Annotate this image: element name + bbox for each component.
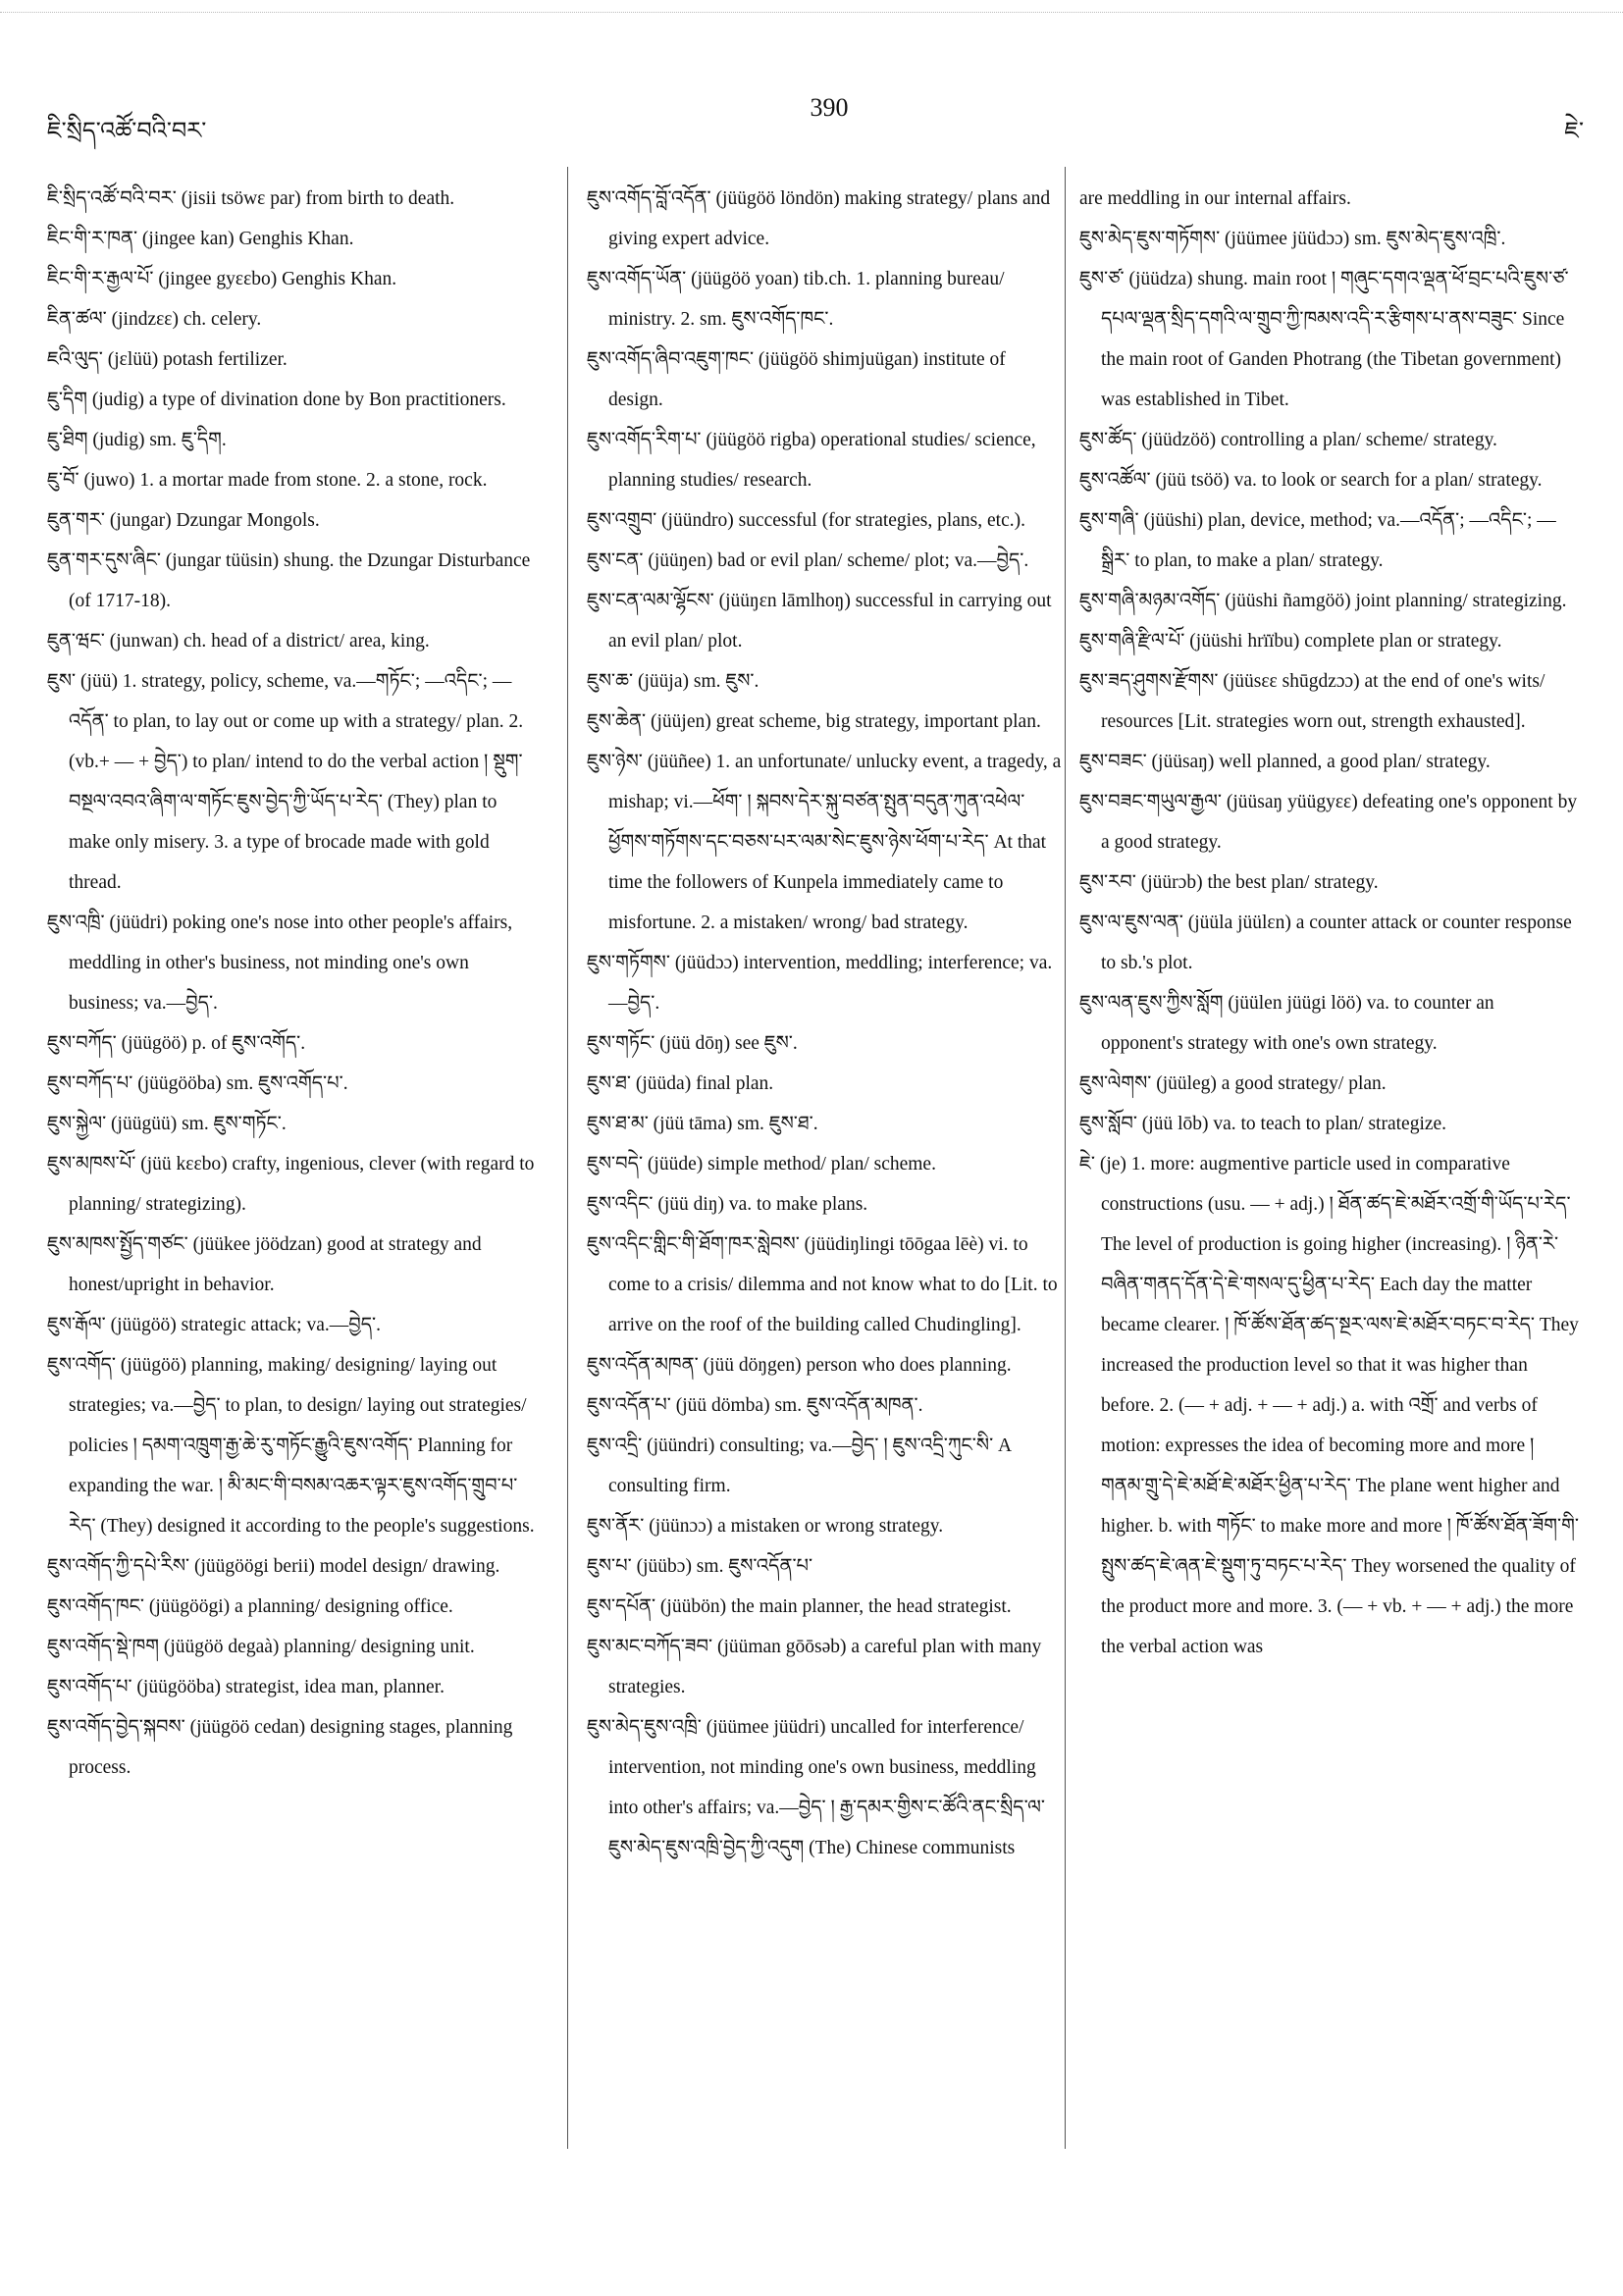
dictionary-entry: ཇའི་ལུད་ (jɛlüü) potash fertilizer. xyxy=(47,349,288,370)
dictionary-entry: ཇུས་ཐ་མ་ (jüü tāma) sm. ཇུས་ཐ་. xyxy=(587,1114,818,1134)
dictionary-column-3 xyxy=(1079,179,1580,1667)
dictionary-entry: ཇུས་ལ་ཇུས་ལན་ (jüüla jüülɛn) a counter attack or counter response to sb.'s plot. xyxy=(1079,913,1572,973)
dictionary-entry: ཇུས་གཏོང་ (jüü dōŋ) see ཇུས་. xyxy=(587,1033,798,1054)
dictionary-entry: ཇུས་འགོད་ཞིབ་འཇུག་ཁང་ (jüügöö shimjuügan) institute of design. xyxy=(587,349,1006,410)
running-head-right: ཇེ་ xyxy=(1564,119,1584,144)
dictionary-entry: ཇིང་གི་ར་ཁན་ (jingee kan) Genghis Khan. xyxy=(47,229,354,249)
dictionary-entry: ཇུས་མཁས་པོ་ (jüü kɛɛbo) crafty, ingenious, clever (with regard to planning/ strategizing). xyxy=(47,1154,535,1215)
dictionary-entry: ཇུས་རྒོལ་ (jüügöö) strategic attack; va.—བྱེད་. xyxy=(47,1315,381,1335)
dictionary-entry: ཇུས་གཞི་མཉམ་འགོད་ (jüüshi ñamgöö) joint planning/ strategizing. xyxy=(1079,591,1567,611)
dictionary-entry: ཇུས་ཐ་ (jüüda) final plan. xyxy=(587,1073,774,1094)
dictionary-entry: ཇུས་མེད་ཇུས་གཏོགས་ (jüümee jüüdɔɔ) sm. ཇུས་མེད་ཇུས་འཁྲི་. xyxy=(1079,229,1506,249)
dictionary-entry: are meddling in our internal affairs. xyxy=(1079,188,1351,209)
dictionary-entry: ཇུས་སྐྱེལ་ (jüügüü) sm. ཇུས་གཏོང་. xyxy=(47,1114,287,1134)
running-head-left: ཇི་སྲིད་འཚོ་བའི་བར་ xyxy=(47,119,207,144)
dictionary-entry: ཇུས་ནོར་ (jüünɔɔ) a mistaken or wrong strategy. xyxy=(587,1516,944,1537)
dictionary-entry: ཇུས་འགོད་རིག་པ་ (jüügöö rigba) operational studies/ science, planning studies/ research. xyxy=(587,430,1036,491)
dictionary-entry: ཇུས་འགོད་ཀྱི་དཔེ་རིས་ (jüügöögi berii) model design/ drawing. xyxy=(47,1556,500,1577)
dictionary-entry: ཇི་སྲིད་འཚོ་བའི་བར་ (jisii tsöwɛ par) from birth to death. xyxy=(47,188,455,209)
dictionary-entry: ཇུས་བཟང་གཡུལ་རྒྱལ་ (jüüsaŋ yüügyɛɛ) defeating one's opponent by a good strategy. xyxy=(1079,792,1578,853)
dictionary-entry: ཇུས་འཁྲི་ (jüüdri) poking one's nose into other people's affairs, meddling in other's business, not minding one's own business; va.—བྱེད་. xyxy=(47,913,513,1014)
dictionary-entry: ཇུན་གར་ (jungar) Dzungar Mongols. xyxy=(47,510,320,531)
dictionary-entry: ཇུས་བདེ་ (jüüde) simple method/ plan/ scheme. xyxy=(587,1154,936,1174)
dictionary-entry: ཇུས་འདོན་མཁན་ (jüü döŋgen) person who does planning. xyxy=(587,1355,1012,1376)
dictionary-entry: ཇུས་བཀོད་པ་ (jüügööba) sm. ཇུས་འགོད་པ་. xyxy=(47,1073,348,1094)
dictionary-entry: ཇུས་ངན་ (jüüŋen) bad or evil plan/ scheme/ plot; va.—བྱེད་. xyxy=(587,550,1029,571)
dictionary-entry: ཇུས་གཞི་རྫིལ་པོ་ (jüüshi hrïïbu) complete plan or strategy. xyxy=(1079,631,1502,652)
dictionary-entry: ཇུས་འཚོལ་ (jüü tsöö) va. to look or search for a plan/ strategy. xyxy=(1079,470,1543,491)
dictionary-entry: ཇུས་ལན་ཇུས་ཀྱིས་སློག (jüülen jüügi löö) va. to counter an opponent's strategy with one's own strategy. xyxy=(1079,993,1494,1054)
dictionary-entry: ཇུས་ཟད་ཤུགས་རྫོགས་ (jüüsɛɛ shūgdzɔɔ) at the end of one's wits/ resources [Lit. strategies worn out, strength exhausted]. xyxy=(1079,671,1545,732)
dictionary-entry: ཇུས་འགྲུབ་ (jüündro) successful (for strategies, plans, etc.). xyxy=(587,510,1025,531)
dictionary-column-1 xyxy=(47,179,538,1788)
dictionary-entry: ཇུས་ཆ་ (jüüja) sm. ཇུས་. xyxy=(587,671,759,692)
dictionary-entry: ཇུས་བཟང་ (jüüsaŋ) well planned, a good plan/ strategy. xyxy=(1079,752,1491,772)
dictionary-entry: ཇུས་འགོད་བློ་འདོན་ (jüügöö löndön) making strategy/ plans and giving expert advice. xyxy=(587,188,1051,249)
dictionary-entry: ཇིང་གི་ར་རྒྱལ་པོ་ (jingee gyɛɛbo) Genghis Khan. xyxy=(47,269,397,289)
dictionary-entry: ཇུས་སློབ་ (jüü lōb) va. to teach to plan/ strategize. xyxy=(1079,1114,1447,1134)
dictionary-entry: ཇུ་ཐིག (judig) sm. ཇུ་དིག. xyxy=(47,430,227,450)
dictionary-entry: ཇུས་ངན་ལམ་ལྷོངས་ (jüüŋɛn lāmlhoŋ) successful in carrying out an evil plan/ plot. xyxy=(587,591,1052,652)
dictionary-entry: ཇུས་འགོད་ཁང་ (jüügöögi) a planning/ designing office. xyxy=(47,1596,453,1617)
dictionary-entry: ཇུས་རབ་ (jüürɔb) the best plan/ strategy. xyxy=(1079,872,1379,893)
dictionary-entry: ཇུ་བོ་ (juwo) 1. a mortar made from stone. 2. a stone, rock. xyxy=(47,470,488,491)
dictionary-column-2 xyxy=(587,179,1063,1868)
dictionary-entry: ཇུན་ཝང་ (junwan) ch. head of a district/ area, king. xyxy=(47,631,430,652)
dictionary-entry: ཇུས་པ་ (jüübɔ) sm. ཇུས་འདོན་པ་ xyxy=(587,1556,813,1577)
dictionary-entry: ཇུས་ཉེས་ (jüüñee) 1. an unfortunate/ unlucky event, a tragedy, a mishap; vi.—ཕོག་ ། སྐབས་དེར་སྐུ་བཙན་སྤུན་བདུན་ཀུན་འཕེལ་ཕྱོགས་གཏོགས་དང་བཅས་པར་ལམ་སེང་ཇུས་ཉེས་ཕོག་པ་རེད་ At that time the followers of Kunpela immediately came to misfortune. 2. a mistaken/ wrong/ bad strategy. xyxy=(587,752,1062,933)
page-header xyxy=(0,93,1623,142)
dictionary-entry: ཇུས་མང་བཀོད་ཟབ་ (jüüman gōōsəb) a careful plan with many strategies. xyxy=(587,1637,1042,1697)
dictionary-entry: ཇུས་འདིང་གླིང་གི་ཐོག་ཁར་སླེབས་ (jüüdiŋlingi tōōgaa lēè) vi. to come to a crisis/ dilemma and not know what to do [Lit. to arrive on the roof of the building called Chudingling]. xyxy=(587,1234,1058,1335)
dictionary-entry: ཇུས་དཔོན་ (jüübön) the main planner, the head strategist. xyxy=(587,1596,1012,1617)
dictionary-entry: ཇུས་འགོད་སྡེ་ཁག (jüügöö degaà) planning/ designing unit. xyxy=(47,1637,475,1657)
dictionary-entry: ཇུས་ལེགས་ (jüüleg) a good strategy/ plan. xyxy=(1079,1073,1387,1094)
dictionary-entry: ཇུས་བཀོད་ (jüügöö) p. of ཇུས་འགོད་. xyxy=(47,1033,306,1054)
dictionary-entry: ཇུས་ཙ་ (jüüdza) shung. main root ། གཞུང་དགའ་ལྡན་ཕོ་བྲང་པའི་ཇུས་ཙ་དཔལ་ལྡན་སྲིད་དགའི་ལ་གྲུབ་ཀྱི་ཁམས་འདི་ར་རྩིགས་པ་ནས་བཟུང་ Since the main root of Ganden Photrang (the Tibetan government) was established in Tibet. xyxy=(1079,269,1569,410)
top-dotted-rule xyxy=(0,12,1623,13)
dictionary-entry: ཇུས་འདྲི་ (jüündri) consulting; va.—བྱེད་ ། ཇུས་འདྲི་ཀུང་སི་ A consulting firm. xyxy=(587,1435,1012,1496)
dictionary-entry: ཇུས་གཞི་ (jüüshi) plan, device, method; va.—འདོན་; —འདིང་; —སྒྲིར་ to plan, to make a plan/ strategy. xyxy=(1079,510,1556,571)
dictionary-entry: ཇུས་གཏོགས་ (jüüdɔɔ) intervention, meddling; interference; va.—བྱེད་. xyxy=(587,953,1053,1014)
dictionary-entry: ཇུན་གར་དུས་ཞིང་ (jungar tüüsin) shung. the Dzungar Disturbance (of 1717-18). xyxy=(47,550,531,611)
dictionary-entry: ཇུས་འདོན་པ་ (jüü dömba) sm. ཇུས་འདོན་མཁན་. xyxy=(587,1395,923,1416)
column-divider xyxy=(1065,167,1066,2149)
dictionary-entry: ཇུས་ཚོད་ (jüüdzöö) controlling a plan/ scheme/ strategy. xyxy=(1079,430,1497,450)
dictionary-entry: ཇུས་འགོད་ཡོན་ (jüügöö yoan) tib.ch. 1. planning bureau/ ministry. 2. sm. ཇུས་འགོད་ཁང་. xyxy=(587,269,1005,330)
dictionary-entry: ཇུས་འགོད་བྱེད་སྐབས་ (jüügöö cedan) designing stages, planning process. xyxy=(47,1717,513,1778)
dictionary-entry: ཇུས་འགོད་པ་ (jüügööba) strategist, idea man, planner. xyxy=(47,1677,445,1697)
dictionary-entry: ཇུས་ཆེན་ (jüüjen) great scheme, big strategy, important plan. xyxy=(587,711,1041,732)
dictionary-entry: ཇུས་འདིང་ (jüü diŋ) va. to make plans. xyxy=(587,1194,868,1215)
dictionary-entry: ཇུས་མཁས་སྤྱོད་གཙང་ (jüükee jöödzan) good at strategy and honest/upright in behavior. xyxy=(47,1234,482,1295)
dictionary-entry: ཇིན་ཚལ་ (jindzɛɛ) ch. celery. xyxy=(47,309,262,330)
page-number: 390 xyxy=(810,93,849,122)
column-divider xyxy=(567,167,568,2149)
dictionary-entry: ཇེ་ (je) 1. more: augmentive particle used in comparative constructions (usu. — + adj.) ། ཐོན་ཚད་ཇེ་མཐོར་འགྲོ་གི་ཡོད་པ་རེད་ The level of production is going higher (increasing). ། ཉིན་རེ་བཞིན་གནད་དོན་དེ་ཇེ་གསལ་དུ་ཕྱིན་པ་རེད་ Each day the matter became clearer. ། ཁོ་ཚོས་ཐོན་ཚད་སྔར་ལས་ཇེ་མཐོར་བཏང་བ་རེད་ They increased the production level so that it was higher than before. 2. (— + adj. + — + adj.) a. with འགྲོ་ and verbs of motion: expresses the idea of becoming more and more ། གནམ་གྲུ་དེ་ཇེ་མཐོ་ཇེ་མཐོར་ཕྱིན་པ་རེད་ The plane went higher and higher. b. with གཏོང་ to make more and more ། ཁོ་ཚོས་ཐོན་ཟོག་གི་སྤུས་ཚད་ཇེ་ཞན་ཇེ་སྡུག་ཏུ་བཏང་པ་རེད་ They worsened the quality of the product more and more. 3. (— + vb. + — + adj.) the more the verbal action was xyxy=(1079,1154,1579,1657)
dictionary-entry: ཇུས་མེད་ཇུས་འཁྲི་ (jüümee jüüdri) uncalled for interference/ intervention, not minding one's own business, meddling into other's affairs; va.—བྱེད་ ། རྒྱ་དམར་གྱིས་ང་ཚོའི་ནང་སྲིད་ལ་ཇུས་མེད་ཇུས་འཁྲི་བྱེད་ཀྱི་འདུག (The) Chinese communists xyxy=(587,1717,1045,1858)
dictionary-entry: ཇུས་ (jüü) 1. strategy, policy, scheme, va.—གཏོང་; —འདིང་; —འདོན་ to plan, to lay out or come up with a strategy/ plan. 2. (vb.+ — + བྱེད་) to plan/ intend to do the verbal action ། སྡུག་བསྔལ་འབའ་ཞིག་ལ་གཏོང་ཇུས་བྱེད་ཀྱི་ཡོད་པ་རེད་ (They) plan to make only misery. 3. a type of brocade made with gold thread. xyxy=(47,671,524,893)
dictionary-entry: ཇུ་དིག (judig) a type of divination done by Bon practitioners. xyxy=(47,390,506,410)
dictionary-entry: ཇུས་འགོད་ (jüügöö) planning, making/ designing/ laying out strategies; va.—བྱེད་ to plan, to design/ laying out strategies/ policies ། དམག་འཁྲུག་རྒྱ་ཆེ་རུ་གཏོང་རྒྱུའི་ཇུས་འགོད་ Planning for expanding the war. ། མི་མང་གི་བསམ་འཆར་ལྟར་ཇུས་འགོད་གྲུབ་པ་རེད་ (They) designed it according to the people's suggestions. xyxy=(47,1355,535,1537)
